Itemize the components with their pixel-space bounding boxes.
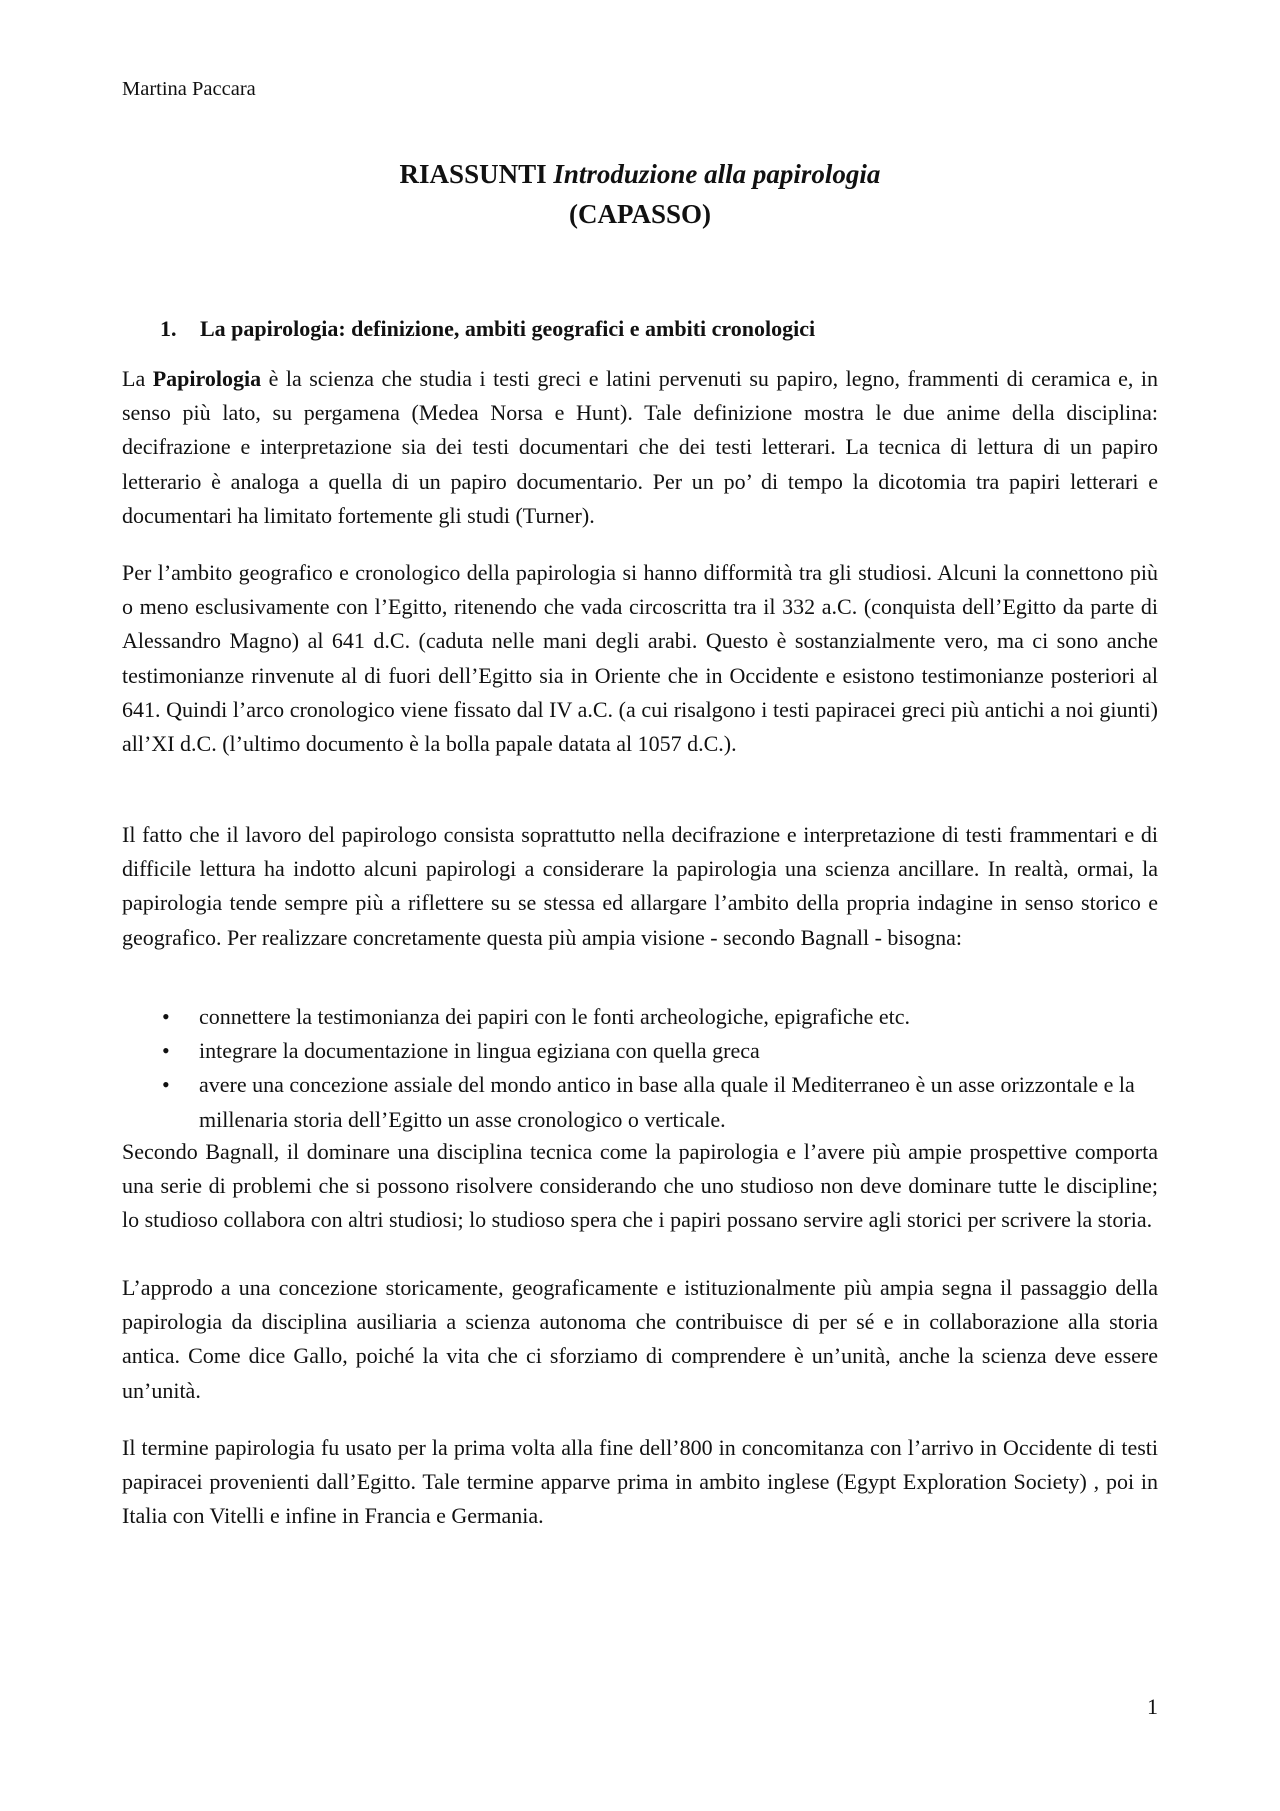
section-title: La papirologia: definizione, ambiti geografici e ambiti cronologici xyxy=(200,316,816,341)
list-item xyxy=(122,1068,1158,1136)
title-line-1 xyxy=(0,154,1280,194)
p1-rest: è la scienza che studia i testi greci e latini pervenuti su papiro, legno, frammenti di ceramica e, in senso più lato, su pergamena (Medea Norsa e Hunt). Tale definizione mostra le due anime della disciplina: decifrazione e interpretazione sia dei testi documentari che dei testi letterari. La tecnica di lettura di un papiro letterario è analoga a quella di un papiro documentario. Per un po’ di tempo la dicotomia tra papiri letterari e documentari ha limitato fortemente gli studi (Turner). xyxy=(122,366,1158,528)
paragraph-6: Il termine papirologia fu usato per la prima volta alla fine dell’800 in concomitanza con l’arrivo in Occidente di testi papiracei provenienti dall’Egitto. Tale termine apparve prima in ambito inglese (Egypt Exploration Society) , poi in Italia con Vitelli e infine in Francia e Germania. xyxy=(122,1435,1158,1529)
list-item xyxy=(122,1000,1158,1034)
title-line-2: (CAPASSO) xyxy=(568,199,711,229)
bullet-marker: • xyxy=(162,1072,170,1098)
list-item-text: integrare la documentazione in lingua egiziana con quella greca xyxy=(199,1038,760,1064)
author-name: Martina Paccara xyxy=(122,78,256,100)
p1-pre: La xyxy=(122,366,146,391)
title-italic: Introduzione alla papirologia xyxy=(553,159,881,189)
section-heading xyxy=(160,316,815,342)
bullet-marker: • xyxy=(162,1004,170,1029)
bullet-list xyxy=(122,1000,1158,1137)
p1-bold-term: Papirologia xyxy=(152,366,262,391)
paragraph-3: Il fatto che il lavoro del papirologo consista soprattutto nella decifrazione e interpretazione di testi frammentari e di difficile lettura ha indotto alcuni papirologi a considerare la papirologia una scienza ancillare. In realtà, ormai, la papirologia tende sempre più a riflettere su se stessa ed allargare l’ambito della propria indagine in senso storico e geografico. Per realizzare concretamente questa più ampia visione - secondo Bagnall - bisogna: xyxy=(122,822,1158,950)
paragraph-1 xyxy=(122,362,1158,533)
paragraph-2: Per l’ambito geografico e cronologico della papirologia si hanno difformità tra gli studiosi. Alcuni la connettono più o meno esclusivamente con l’Egitto, ritenendo che vada circoscritta tra il 332 a.C. (conquista dell’Egitto da parte di Alessandro Magno) al 641 d.C. (caduta nelle mani degli arabi. Questo è sostanzialmente vero, ma ci sono anche testimonianze rinvenute al di fuori dell’Egitto sia in Oriente che in Occidente e esistono testimonianze posteriori al 641. Quindi l’arco cronologico viene fissato dal IV a.C. (a cui risalgono i testi papiracei greci più antichi a noi giunti) all’XI d.C. (l’ultimo documento è la bolla papale datata al 1057 d.C.). xyxy=(122,560,1158,757)
section-number: 1. xyxy=(160,316,177,341)
list-item-text: connettere la testimonianza dei papiri con le fonti archeologiche, epigrafiche etc. xyxy=(199,1004,911,1029)
document-title xyxy=(0,154,1280,234)
list-item-text: avere una concezione assiale del mondo antico in base alla quale il Mediterraneo è un asse orizzontale e la millenaria storia dell’Egitto un asse cronologico o verticale. xyxy=(199,1072,1135,1132)
title-lead: RIASSUNTI xyxy=(399,159,547,189)
page-number: 1 xyxy=(1147,1694,1158,1719)
paragraph-5: L’approdo a una concezione storicamente, geograficamente e istituzionalmente più ampia segna il passaggio della papirologia da disciplina ausiliaria a scienza autonoma che contribuisce di per sé e in collaborazione alla storia antica. Come dice Gallo, poiché la vita che ci sforziamo di comprendere è un’unità, anche la scienza deve essere un’unità. xyxy=(122,1275,1158,1403)
paragraph-4: Secondo Bagnall, il dominare una disciplina tecnica come la papirologia e l’avere più ampie prospettive comporta una serie di problemi che si possono risolvere considerando che uno studioso non deve dominare tutte le discipline; lo studioso collabora con altri studiosi; lo studioso spera che i papiri possano servire agli storici per scrivere la storia. xyxy=(122,1139,1158,1233)
bullet-marker: • xyxy=(162,1038,170,1064)
list-item xyxy=(122,1034,1158,1068)
